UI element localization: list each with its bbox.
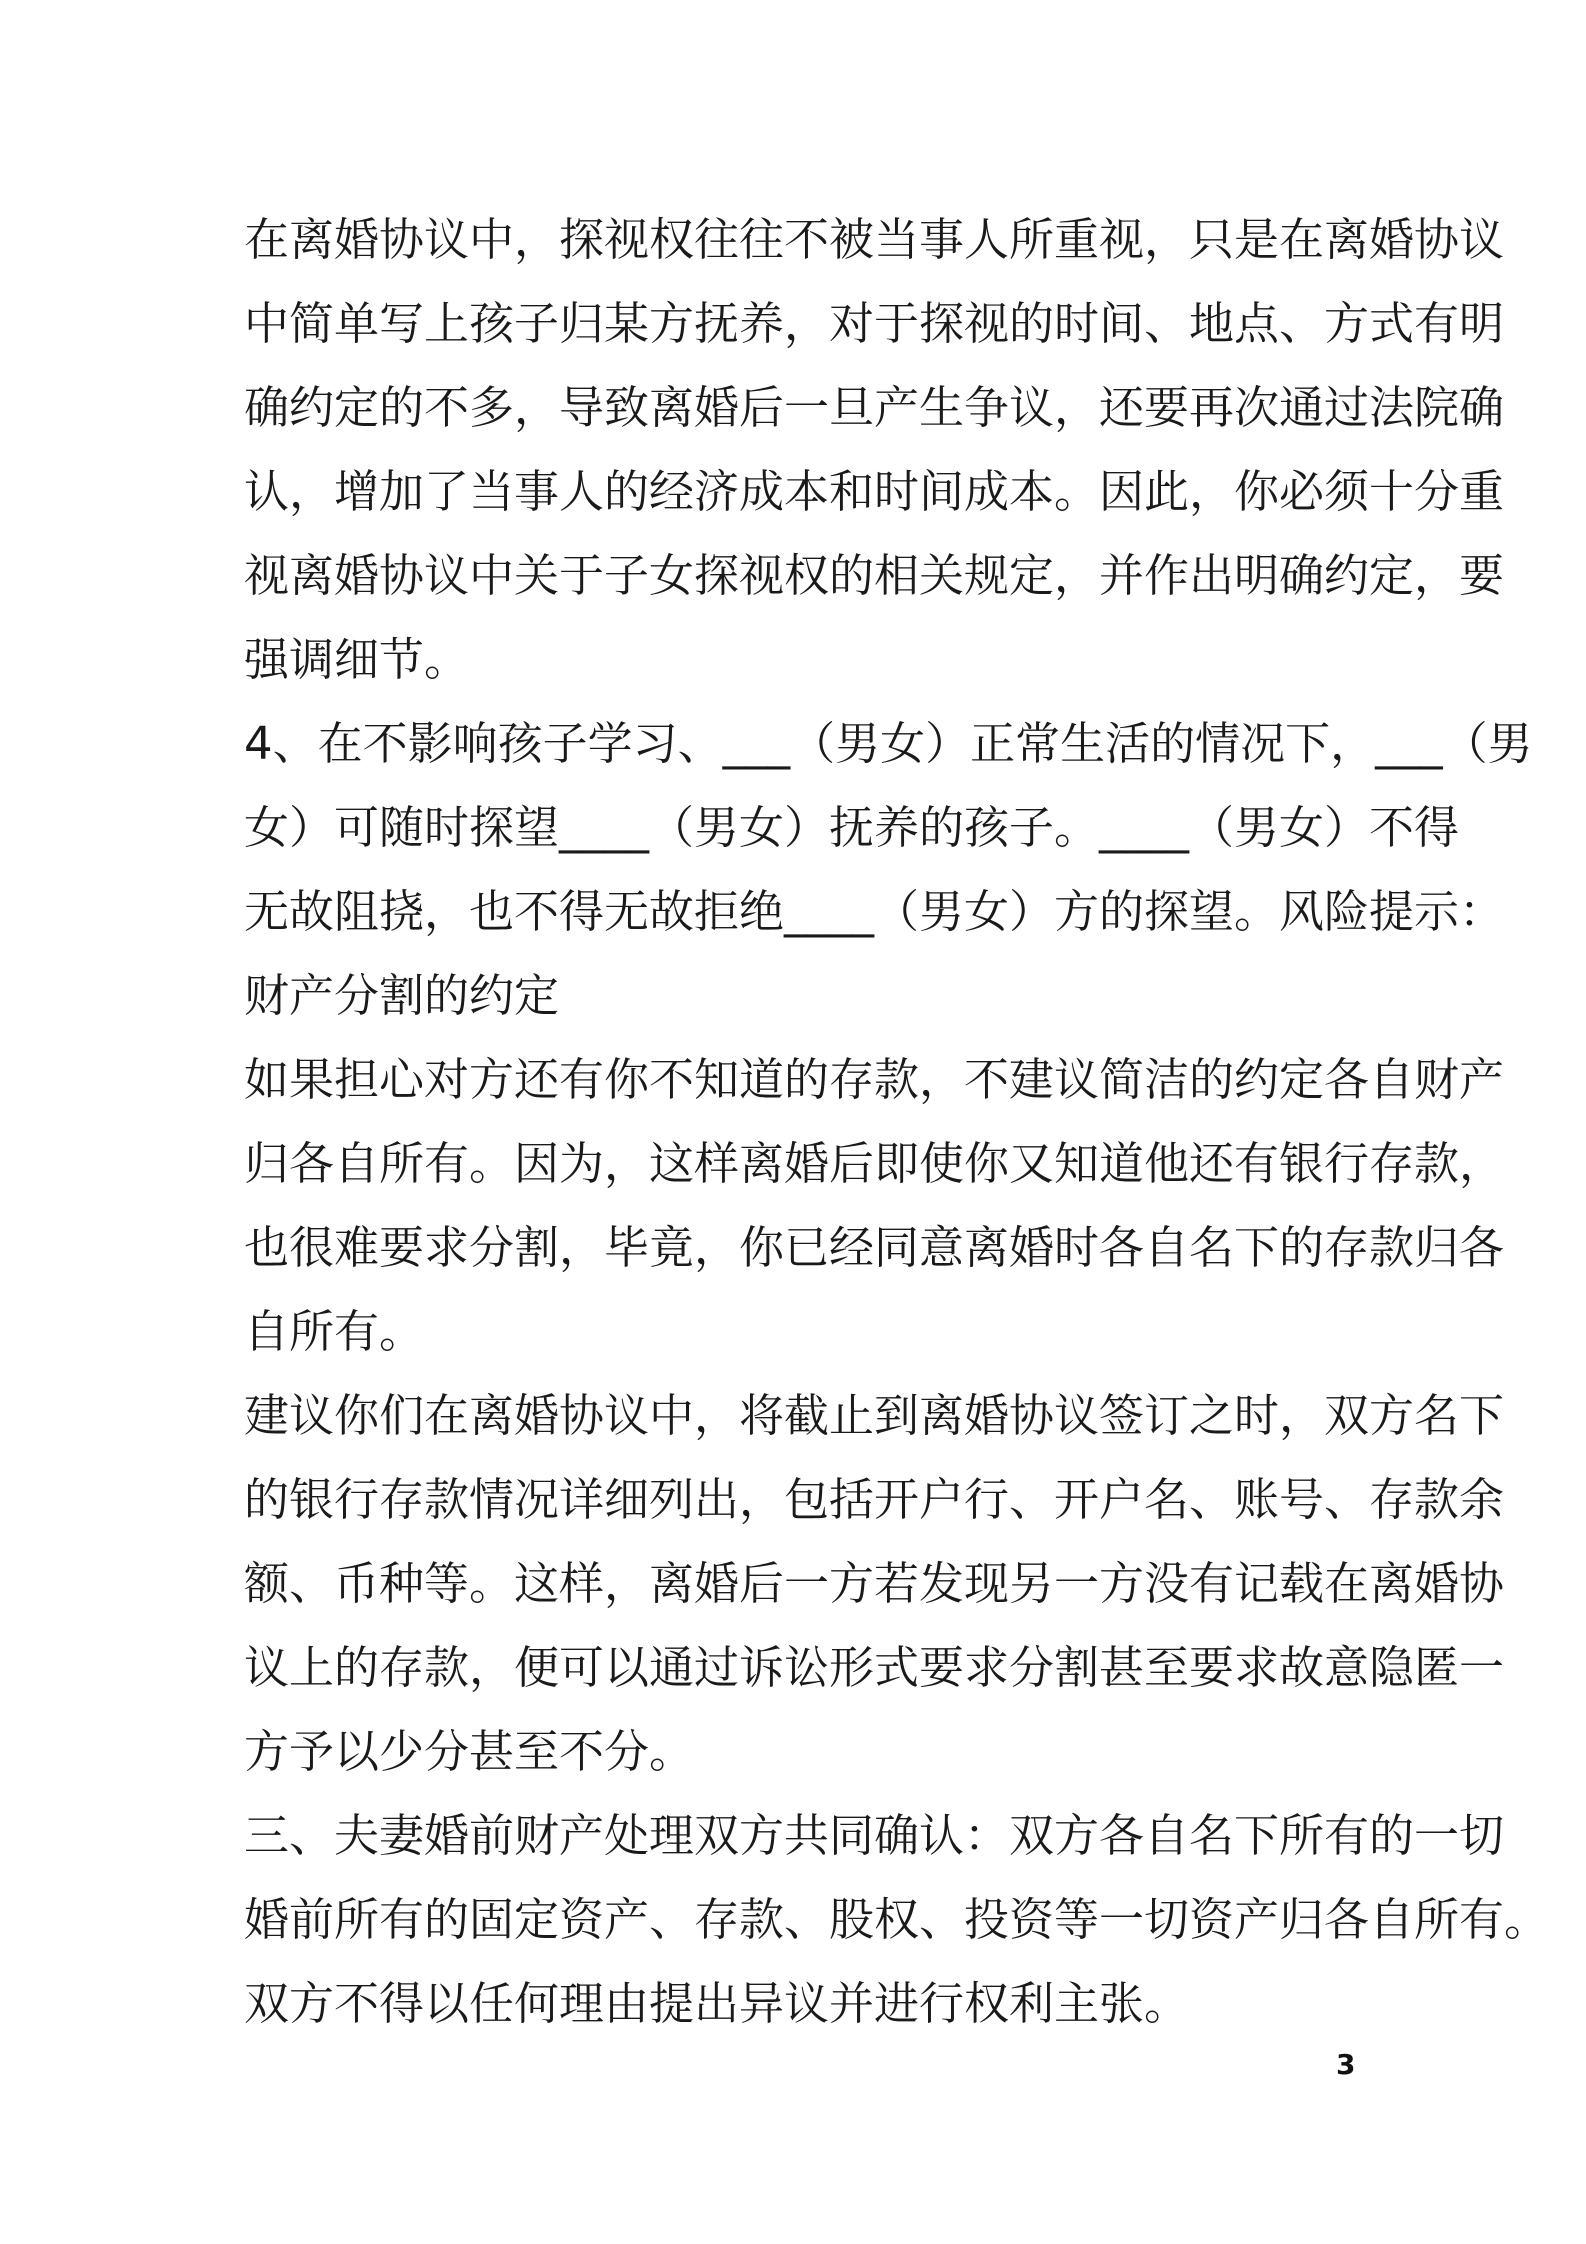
text-line: 三、夫妻婚前财产处理双方共同确认：双方各自名下所有的一切 — [244, 1809, 1505, 1862]
text-line: 财产分割的约定 — [244, 969, 560, 1022]
text-line: 无故阻挠，也不得无故拒绝____（男女）方的探望。风险提示： — [244, 885, 1505, 938]
text-line: 额、币种等。这样，离婚后一方若发现另一方没有记载在离婚协 — [244, 1557, 1505, 1610]
document-body — [244, 198, 1550, 2046]
text-line: 确约定的不多，导致离婚后一旦产生争议，还要再次通过法院确 — [244, 381, 1505, 434]
text-line: 方予以少分甚至不分。 — [244, 1725, 695, 1778]
text-line: 建议你们在离婚协议中，将截止到离婚协议签订之时，双方名下 — [244, 1389, 1505, 1442]
page-number: 3 — [1336, 2048, 1356, 2081]
text-line: 认，增加了当事人的经济成本和时间成本。因此，你必须十分重 — [244, 465, 1505, 518]
text-line: 如果担心对方还有你不知道的存款，不建议简洁的约定各自财产 — [244, 1053, 1505, 1106]
text-line: 强调细节。 — [244, 633, 470, 686]
text-line: 在离婚协议中，探视权往往不被当事人所重视，只是在离婚协议 — [244, 213, 1505, 266]
text-line: 自所有。 — [244, 1305, 425, 1358]
text-line: 双方不得以任何理由提出异议并进行权利主张。 — [244, 1977, 1190, 2030]
text-line: 婚前所有的固定资产、存款、股权、投资等一切资产归各自所有。 — [244, 1893, 1550, 1946]
text-line: 也很难要求分割，毕竟，你已经同意离婚时各自名下的存款归各 — [244, 1221, 1505, 1274]
text-line: 中简单写上孩子归某方抚养，对于探视的时间、地点、方式有明 — [244, 297, 1505, 350]
text-line: 视离婚协议中关于子女探视权的相关规定，并作出明确约定，要 — [244, 549, 1505, 602]
text-line: 归各自所有。因为，这样离婚后即使你又知道他还有银行存款， — [244, 1137, 1505, 1190]
text-line: 的银行存款情况详细列出，包括开户行、开户名、账号、存款余 — [244, 1473, 1505, 1526]
text-line: 议上的存款，便可以通过诉讼形式要求分割甚至要求故意隐匿一 — [244, 1641, 1505, 1694]
text-line: 女）可随时探望____（男女）抚养的孩子。____（男女）不得 — [244, 801, 1460, 854]
text-line: 4、在不影响孩子学习、___（男女）正常生活的情况下，___（男 — [244, 717, 1533, 770]
